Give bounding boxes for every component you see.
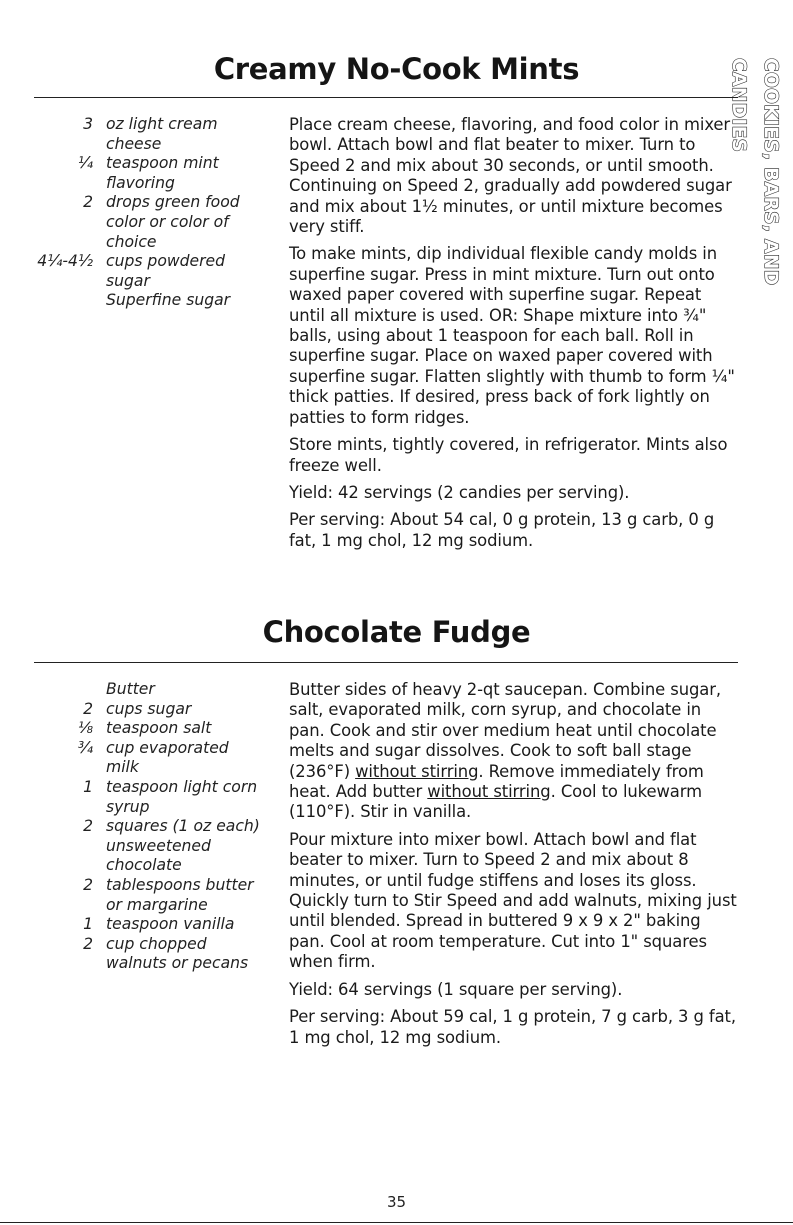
nutrition-text: Per serving: About 59 cal, 1 g protein, 7 g carb, 3 g fat, 1 mg chol, 12 mg sodium. <box>289 1007 736 1047</box>
ingredient-quantity: 3 <box>83 115 93 133</box>
direction-paragraph: Place cream cheese, flavoring, and food color in mixer bowl. Attach bowl and flat beater to mixer. Turn to Speed 2 and mix about 30 seconds, or until smooth. Continuing on Speed 2, gradually add powdered sugar and mix about 1½ minutes, or until mixture becomes very stiff. <box>289 115 732 237</box>
ingredient-list-fudge <box>33 680 263 974</box>
ingredient-text: teaspoon salt <box>106 719 212 738</box>
ingredient-quantity: ¼ <box>77 154 93 173</box>
ingredient-text: sugar <box>106 271 150 290</box>
ingredient-item <box>33 719 263 739</box>
yield-text: Yield: 42 servings (2 candies per serving). <box>289 482 630 502</box>
ingredient-item <box>33 876 263 915</box>
ingredient-item <box>33 778 263 817</box>
direction-paragraph: Pour mixture into mixer bowl. Attach bowl and flat beater to mixer. Turn to Speed 2 and mix about 8 minutes, or until fudge stiffens and loses its gloss. Quickly turn to Stir Speed and add walnuts, mixing just until blended. Spread in buttered 9 x 9 x 2" baking pan. Cool at room temperature. Cut into 1" squares when firm. <box>289 829 737 972</box>
ingredient-text: tablespoons butter <box>106 875 254 894</box>
ingredient-quantity: ¾ <box>77 738 93 757</box>
ingredient-item <box>33 115 263 154</box>
directions-fudge <box>289 680 741 1055</box>
ingredient-text: walnuts or pecans <box>106 954 249 973</box>
ingredient-quantity: 2 <box>83 934 93 953</box>
ingredient-text: oz light cream <box>106 115 218 133</box>
ingredient-text: cheese <box>106 134 162 153</box>
recipe-title-mints: Creamy No-Cook Mints <box>213 52 580 86</box>
ingredient-text: Butter <box>106 680 155 698</box>
direction-paragraph: Store mints, tightly covered, in refrigerator. Mints also freeze well. <box>289 435 728 475</box>
section-side-tab-label: COOKIES, BARS, AND CANDIES <box>728 58 781 286</box>
direction-paragraph <box>289 680 741 823</box>
ingredient-quantity: 2 <box>83 875 93 894</box>
ingredient-item <box>33 154 263 193</box>
ingredient-text: teaspoon mint <box>106 154 219 173</box>
ingredient-text: cup chopped <box>106 934 207 953</box>
ingredient-item <box>33 193 263 252</box>
title-divider <box>34 662 738 663</box>
ingredient-item <box>33 252 263 291</box>
ingredient-list-mints <box>33 115 263 311</box>
ingredient-text: teaspoon vanilla <box>106 915 235 934</box>
ingredient-item <box>33 817 263 876</box>
ingredient-text: chocolate <box>106 856 182 875</box>
direction-text: Butter sides of heavy 2-qt saucepan. Combine sugar, salt, evaporated milk, corn syrup, and chocolate in pan. Cook and stir over medium heat until chocolate melts and sugar dissolves. Cook to soft ball stage (236°F) <box>289 680 721 781</box>
ingredient-quantity: 1 <box>83 777 93 796</box>
ingredient-quantity: ⅛ <box>77 719 93 738</box>
direction-text: . Cool to lukewarm (110°F). Stir in vanilla. <box>289 782 702 822</box>
ingredient-text: flavoring <box>106 173 175 192</box>
ingredient-item <box>33 680 263 700</box>
ingredient-item <box>33 739 263 778</box>
ingredient-text: unsweetened <box>106 836 211 855</box>
directions-mints <box>289 115 741 558</box>
ingredient-text: cup evaporated <box>106 738 229 757</box>
ingredient-text: syrup <box>106 797 150 816</box>
ingredient-quantity: 2 <box>83 699 93 718</box>
ingredient-text: choice <box>106 232 157 251</box>
ingredient-text: Superfine sugar <box>106 291 231 310</box>
emphasis-text: without stirring <box>427 782 551 802</box>
ingredient-item <box>33 700 263 720</box>
direction-paragraph: To make mints, dip individual flexible candy molds in superfine sugar. Press in mint mixture. Turn out onto waxed paper covered with superfine sugar. Repeat until all mixture is used. OR: Shape mixture into ¾" balls, using about 1 teaspoon for each ball. Roll in superfine sugar. Place on waxed paper covered with superfine sugar. Flatten slightly with thumb to form ¼" thick patties. If desired, press back of fork lightly on patties to form ridges. <box>289 244 735 427</box>
ingredient-text: teaspoon light corn <box>106 777 258 796</box>
ingredient-text: milk <box>106 758 139 777</box>
recipe-title-fudge: Chocolate Fudge <box>262 615 531 649</box>
page-number: 35 <box>386 1193 407 1211</box>
ingredient-quantity: 2 <box>83 817 93 836</box>
ingredient-text: color or color of <box>106 212 229 231</box>
direction-text: . Remove immediately from heat. Add butter <box>289 761 704 802</box>
title-divider <box>34 97 738 98</box>
ingredient-quantity: 4¼-4½ <box>37 252 93 271</box>
section-side-tab <box>728 58 786 348</box>
ingredient-text: cups powdered <box>106 252 226 271</box>
ingredient-quantity: 1 <box>83 915 93 934</box>
emphasis-text: without stirring <box>355 761 479 781</box>
ingredient-text: squares (1 oz each) <box>106 817 260 836</box>
ingredient-item <box>33 915 263 935</box>
ingredient-text: cups sugar <box>106 699 192 718</box>
ingredient-text: drops green food <box>106 193 240 212</box>
ingredient-text: or margarine <box>106 895 208 914</box>
ingredient-item <box>33 291 263 311</box>
page-bottom-rule <box>0 1222 793 1223</box>
yield-text: Yield: 64 servings (1 square per serving). <box>289 979 623 999</box>
ingredient-quantity: 2 <box>83 193 93 212</box>
ingredient-item <box>33 935 263 974</box>
nutrition-text: Per serving: About 54 cal, 0 g protein, 13 g carb, 0 g fat, 1 mg chol, 12 mg sodium. <box>289 510 715 550</box>
